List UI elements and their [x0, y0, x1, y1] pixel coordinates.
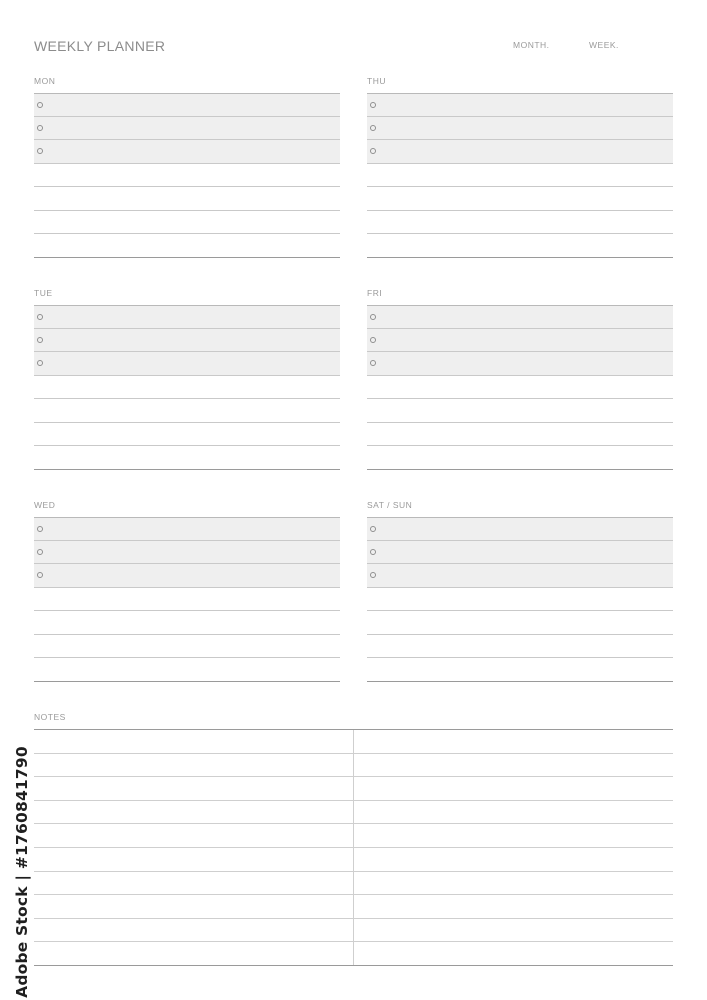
day-rows: [367, 93, 673, 258]
checkbox-circle-icon[interactable]: [37, 148, 43, 154]
notes-line[interactable]: [34, 918, 673, 919]
writing-line[interactable]: [367, 635, 673, 659]
checklist-row[interactable]: [367, 564, 673, 588]
stock-id-text: Adobe Stock | #1760841790: [13, 746, 31, 998]
checkbox-circle-icon[interactable]: [370, 549, 376, 555]
writing-line[interactable]: [34, 658, 340, 682]
writing-line[interactable]: [34, 446, 340, 470]
writing-line[interactable]: [34, 187, 340, 211]
writing-line[interactable]: [367, 658, 673, 682]
checkbox-circle-icon[interactable]: [370, 102, 376, 108]
checklist-row[interactable]: [34, 352, 340, 376]
checklist-row[interactable]: [367, 517, 673, 541]
writing-line[interactable]: [34, 164, 340, 188]
day-section: [367, 288, 673, 478]
writing-line[interactable]: [34, 635, 340, 659]
day-section: [34, 76, 340, 266]
checklist-row[interactable]: [367, 93, 673, 117]
writing-line[interactable]: [367, 423, 673, 447]
notes-line[interactable]: [34, 776, 673, 777]
checkbox-circle-icon[interactable]: [37, 549, 43, 555]
day-label: WED: [34, 500, 56, 510]
notes-label: NOTES: [34, 712, 66, 722]
week-label: WEEK.: [589, 40, 619, 50]
day-label: TUE: [34, 288, 53, 298]
checklist-row[interactable]: [34, 140, 340, 164]
checkbox-circle-icon[interactable]: [370, 360, 376, 366]
writing-line[interactable]: [367, 399, 673, 423]
checklist-row[interactable]: [34, 305, 340, 329]
checklist-row[interactable]: [367, 117, 673, 141]
checkbox-circle-icon[interactable]: [37, 360, 43, 366]
checklist-row[interactable]: [34, 564, 340, 588]
checkbox-circle-icon[interactable]: [37, 314, 43, 320]
month-label: MONTH.: [513, 40, 550, 50]
notes-line[interactable]: [34, 800, 673, 801]
checkbox-circle-icon[interactable]: [370, 125, 376, 131]
checklist-row[interactable]: [34, 517, 340, 541]
writing-line[interactable]: [34, 234, 340, 258]
checkbox-circle-icon[interactable]: [37, 526, 43, 532]
day-rows: [367, 305, 673, 470]
notes-column-divider: [353, 730, 354, 966]
writing-line[interactable]: [367, 164, 673, 188]
checkbox-circle-icon[interactable]: [37, 125, 43, 131]
checklist-row[interactable]: [34, 541, 340, 565]
writing-line[interactable]: [367, 211, 673, 235]
checkbox-circle-icon[interactable]: [370, 572, 376, 578]
day-rows: [34, 517, 340, 682]
notes-line[interactable]: [34, 965, 673, 966]
checklist-row[interactable]: [367, 541, 673, 565]
checklist-row[interactable]: [367, 140, 673, 164]
checkbox-circle-icon[interactable]: [370, 314, 376, 320]
writing-line[interactable]: [34, 611, 340, 635]
day-rows: [367, 517, 673, 682]
checklist-row[interactable]: [34, 117, 340, 141]
checklist-row[interactable]: [367, 329, 673, 353]
checklist-row[interactable]: [367, 352, 673, 376]
day-section: [367, 76, 673, 266]
checkbox-circle-icon[interactable]: [370, 337, 376, 343]
writing-line[interactable]: [34, 211, 340, 235]
day-label: MON: [34, 76, 56, 86]
notes-line[interactable]: [34, 823, 673, 824]
writing-line[interactable]: [367, 588, 673, 612]
checkbox-circle-icon[interactable]: [370, 148, 376, 154]
page-title: WEEKLY PLANNER: [34, 38, 166, 54]
checklist-row[interactable]: [367, 305, 673, 329]
notes-area: [34, 729, 673, 965]
notes-line[interactable]: [34, 894, 673, 895]
checkbox-circle-icon[interactable]: [370, 526, 376, 532]
day-section: [34, 500, 340, 690]
day-rows: [34, 305, 340, 470]
checkbox-circle-icon[interactable]: [37, 337, 43, 343]
day-label: SAT / SUN: [367, 500, 413, 510]
checklist-row[interactable]: [34, 93, 340, 117]
notes-line[interactable]: [34, 753, 673, 754]
writing-line[interactable]: [367, 446, 673, 470]
writing-line[interactable]: [34, 423, 340, 447]
notes-line[interactable]: [34, 847, 673, 848]
checkbox-circle-icon[interactable]: [37, 102, 43, 108]
stock-id-watermark: [11, 746, 33, 998]
notes-line[interactable]: [34, 871, 673, 872]
day-label: FRI: [367, 288, 383, 298]
day-section: [367, 500, 673, 690]
notes-line[interactable]: [34, 941, 673, 942]
writing-line[interactable]: [367, 611, 673, 635]
day-rows: [34, 93, 340, 258]
checklist-row[interactable]: [34, 329, 340, 353]
writing-line[interactable]: [34, 399, 340, 423]
day-section: [34, 288, 340, 478]
writing-line[interactable]: [367, 376, 673, 400]
writing-line[interactable]: [367, 234, 673, 258]
checkbox-circle-icon[interactable]: [37, 572, 43, 578]
day-label: THU: [367, 76, 386, 86]
writing-line[interactable]: [367, 187, 673, 211]
writing-line[interactable]: [34, 376, 340, 400]
writing-line[interactable]: [34, 588, 340, 612]
